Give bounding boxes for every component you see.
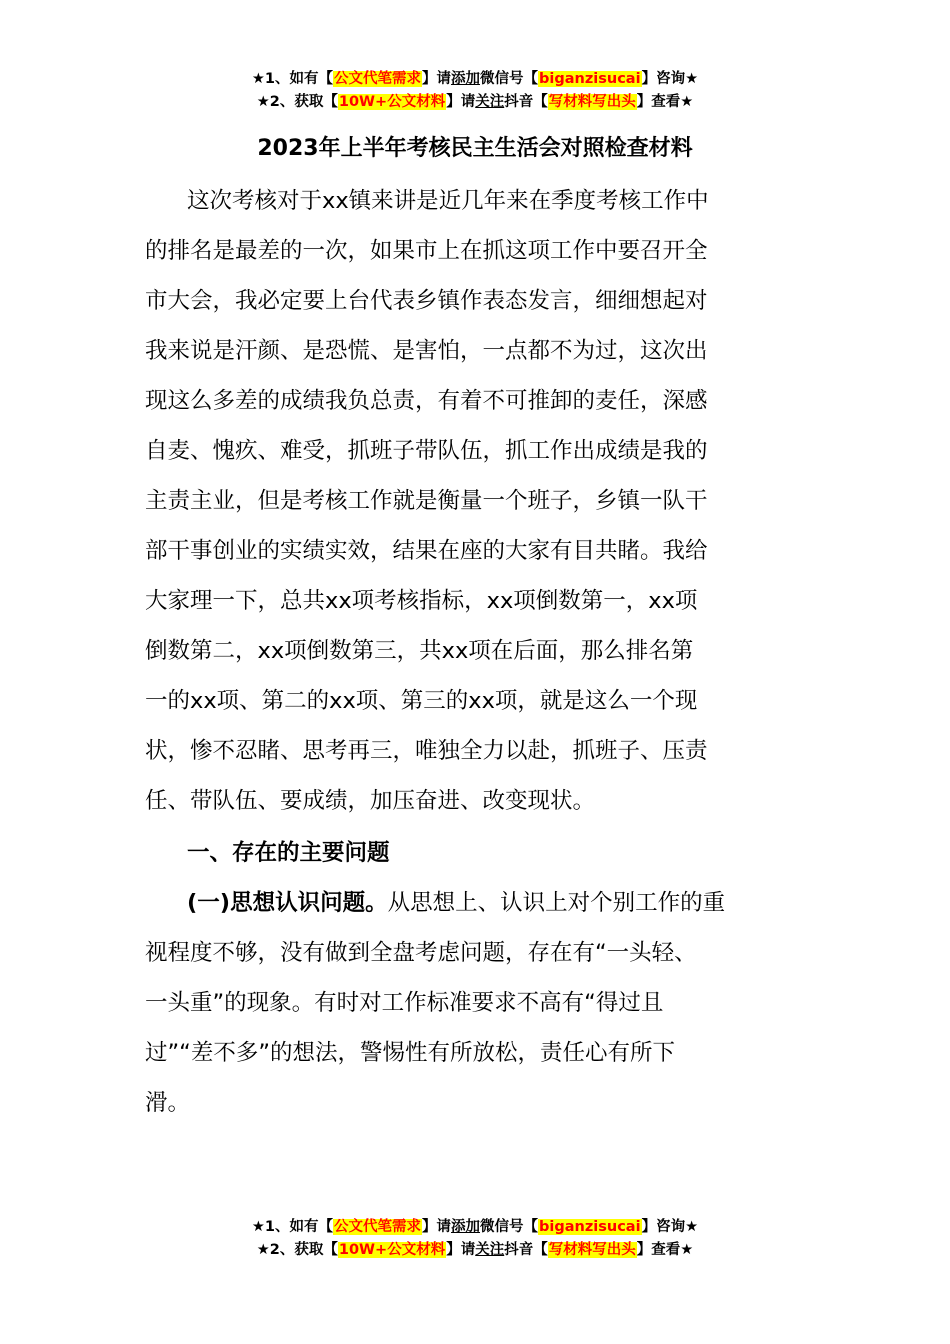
banner-text: 抖音【 <box>504 1242 548 1258</box>
banner-text: ★1、如有【 <box>251 71 334 87</box>
text-line: 一的xx项、第二的xx项、第三的xx项，就是这么一个现 <box>145 688 698 714</box>
banner-line-1 <box>0 1216 950 1239</box>
banner-text: 】查看★ <box>636 1242 694 1258</box>
banner-highlight: biganzisucai <box>539 1219 641 1235</box>
banner-underlined: 添加 <box>451 71 481 87</box>
banner-text: 抖音【 <box>504 94 548 110</box>
text-line: 滑。 <box>145 1090 191 1116</box>
banner-text: 】请 <box>446 1242 476 1258</box>
banner-text: 】请 <box>446 94 476 110</box>
text-line: 部干事创业的实绩实效，结果在座的大家有目共睹。我给 <box>145 538 708 564</box>
text-line: 我来说是汗颜、是恐慌、是害怕，一点都不为过，这次出 <box>145 338 708 364</box>
text-line: 状，惨不忍睹、思考再三，唯独全力以赴，抓班子、压责 <box>145 738 708 764</box>
banner-text: 】咨询★ <box>641 1219 699 1235</box>
banner-text: ★1、如有【 <box>251 1219 334 1235</box>
text-line: 视程度不够，没有做到全盘考虑问题，存在有“一头轻、 <box>145 940 697 966</box>
text-span: 从思想上、认识上对个别工作的重 <box>387 890 726 916</box>
banner-underlined: 关注 <box>475 94 505 110</box>
banner-text: 】请 <box>422 71 452 87</box>
text-line: 主责主业，但是考核工作就是衡量一个班子，乡镇一队干 <box>145 488 708 514</box>
banner-highlight: biganzisucai <box>539 71 641 87</box>
banner-highlight: 10W+公文材料 <box>338 1242 446 1258</box>
banner-highlight: 写材料写出头 <box>548 94 636 110</box>
text-line: 自麦、愧疚、难受，抓班子带队伍，抓工作出成绩是我的 <box>145 438 708 464</box>
banner-highlight: 写材料写出头 <box>548 1242 636 1258</box>
subheading-lead: (一)思想认识问题。 <box>187 890 388 916</box>
text-line: 倒数第二，xx项倒数第三，共xx项在后面，那么排名第 <box>145 638 694 664</box>
heading-text: 一、存在的主要问题 <box>187 840 390 866</box>
banner-highlight: 10W+公文材料 <box>338 94 446 110</box>
banner-text: ★2、获取【 <box>256 1242 338 1258</box>
text-line: 现这么多差的成绩我负总责，有着不可推卸的麦任，深感 <box>145 388 708 414</box>
banner-text: ★2、获取【 <box>256 94 338 110</box>
banner-highlight: 公文代笔需求 <box>334 1219 422 1235</box>
banner-text: 】查看★ <box>636 94 694 110</box>
banner-line-2 <box>0 1239 950 1262</box>
paragraph-thinking-issues <box>145 878 815 1128</box>
text-line: 过”“差不多”的想法，警惕性有所放松，责任心有所下 <box>145 1040 675 1066</box>
banner-underlined: 关注 <box>475 1242 505 1258</box>
text-line: 任、带队伍、要成绩，加压奋进、改变现状。 <box>145 788 596 814</box>
section-heading <box>145 828 815 878</box>
text-line <box>145 878 815 928</box>
paragraph-intro <box>145 176 815 826</box>
text-line: 这次考核对于xx镇来讲是近几年来在季度考核工作中 <box>187 188 709 214</box>
banner-text: 微信号【 <box>480 1219 539 1235</box>
banner-text: 微信号【 <box>480 71 539 87</box>
document-title: 2023年上半年考核民主生活会对照检查材料 <box>257 136 693 161</box>
text-line: 的排名是最差的一次，如果市上在抓这项工作中要召开全 <box>145 238 708 264</box>
text-line: 一头重”的现象。有时对工作标准要求不高有“得过且 <box>145 990 664 1016</box>
banner-underlined: 添加 <box>451 1219 481 1235</box>
bottom-banner <box>0 1216 950 1262</box>
text-line: 大家理一下，总共xx项考核指标，xx项倒数第一，xx项 <box>145 588 698 614</box>
text-line: 市大会，我必定要上台代表乡镇作表态发言，细细想起对 <box>145 288 708 314</box>
banner-text: 】咨询★ <box>641 71 699 87</box>
top-banner <box>0 68 950 114</box>
banner-text: 】请 <box>422 1219 452 1235</box>
banner-highlight: 公文代笔需求 <box>334 71 422 87</box>
banner-line-2 <box>0 91 950 114</box>
banner-line-1 <box>0 68 950 91</box>
